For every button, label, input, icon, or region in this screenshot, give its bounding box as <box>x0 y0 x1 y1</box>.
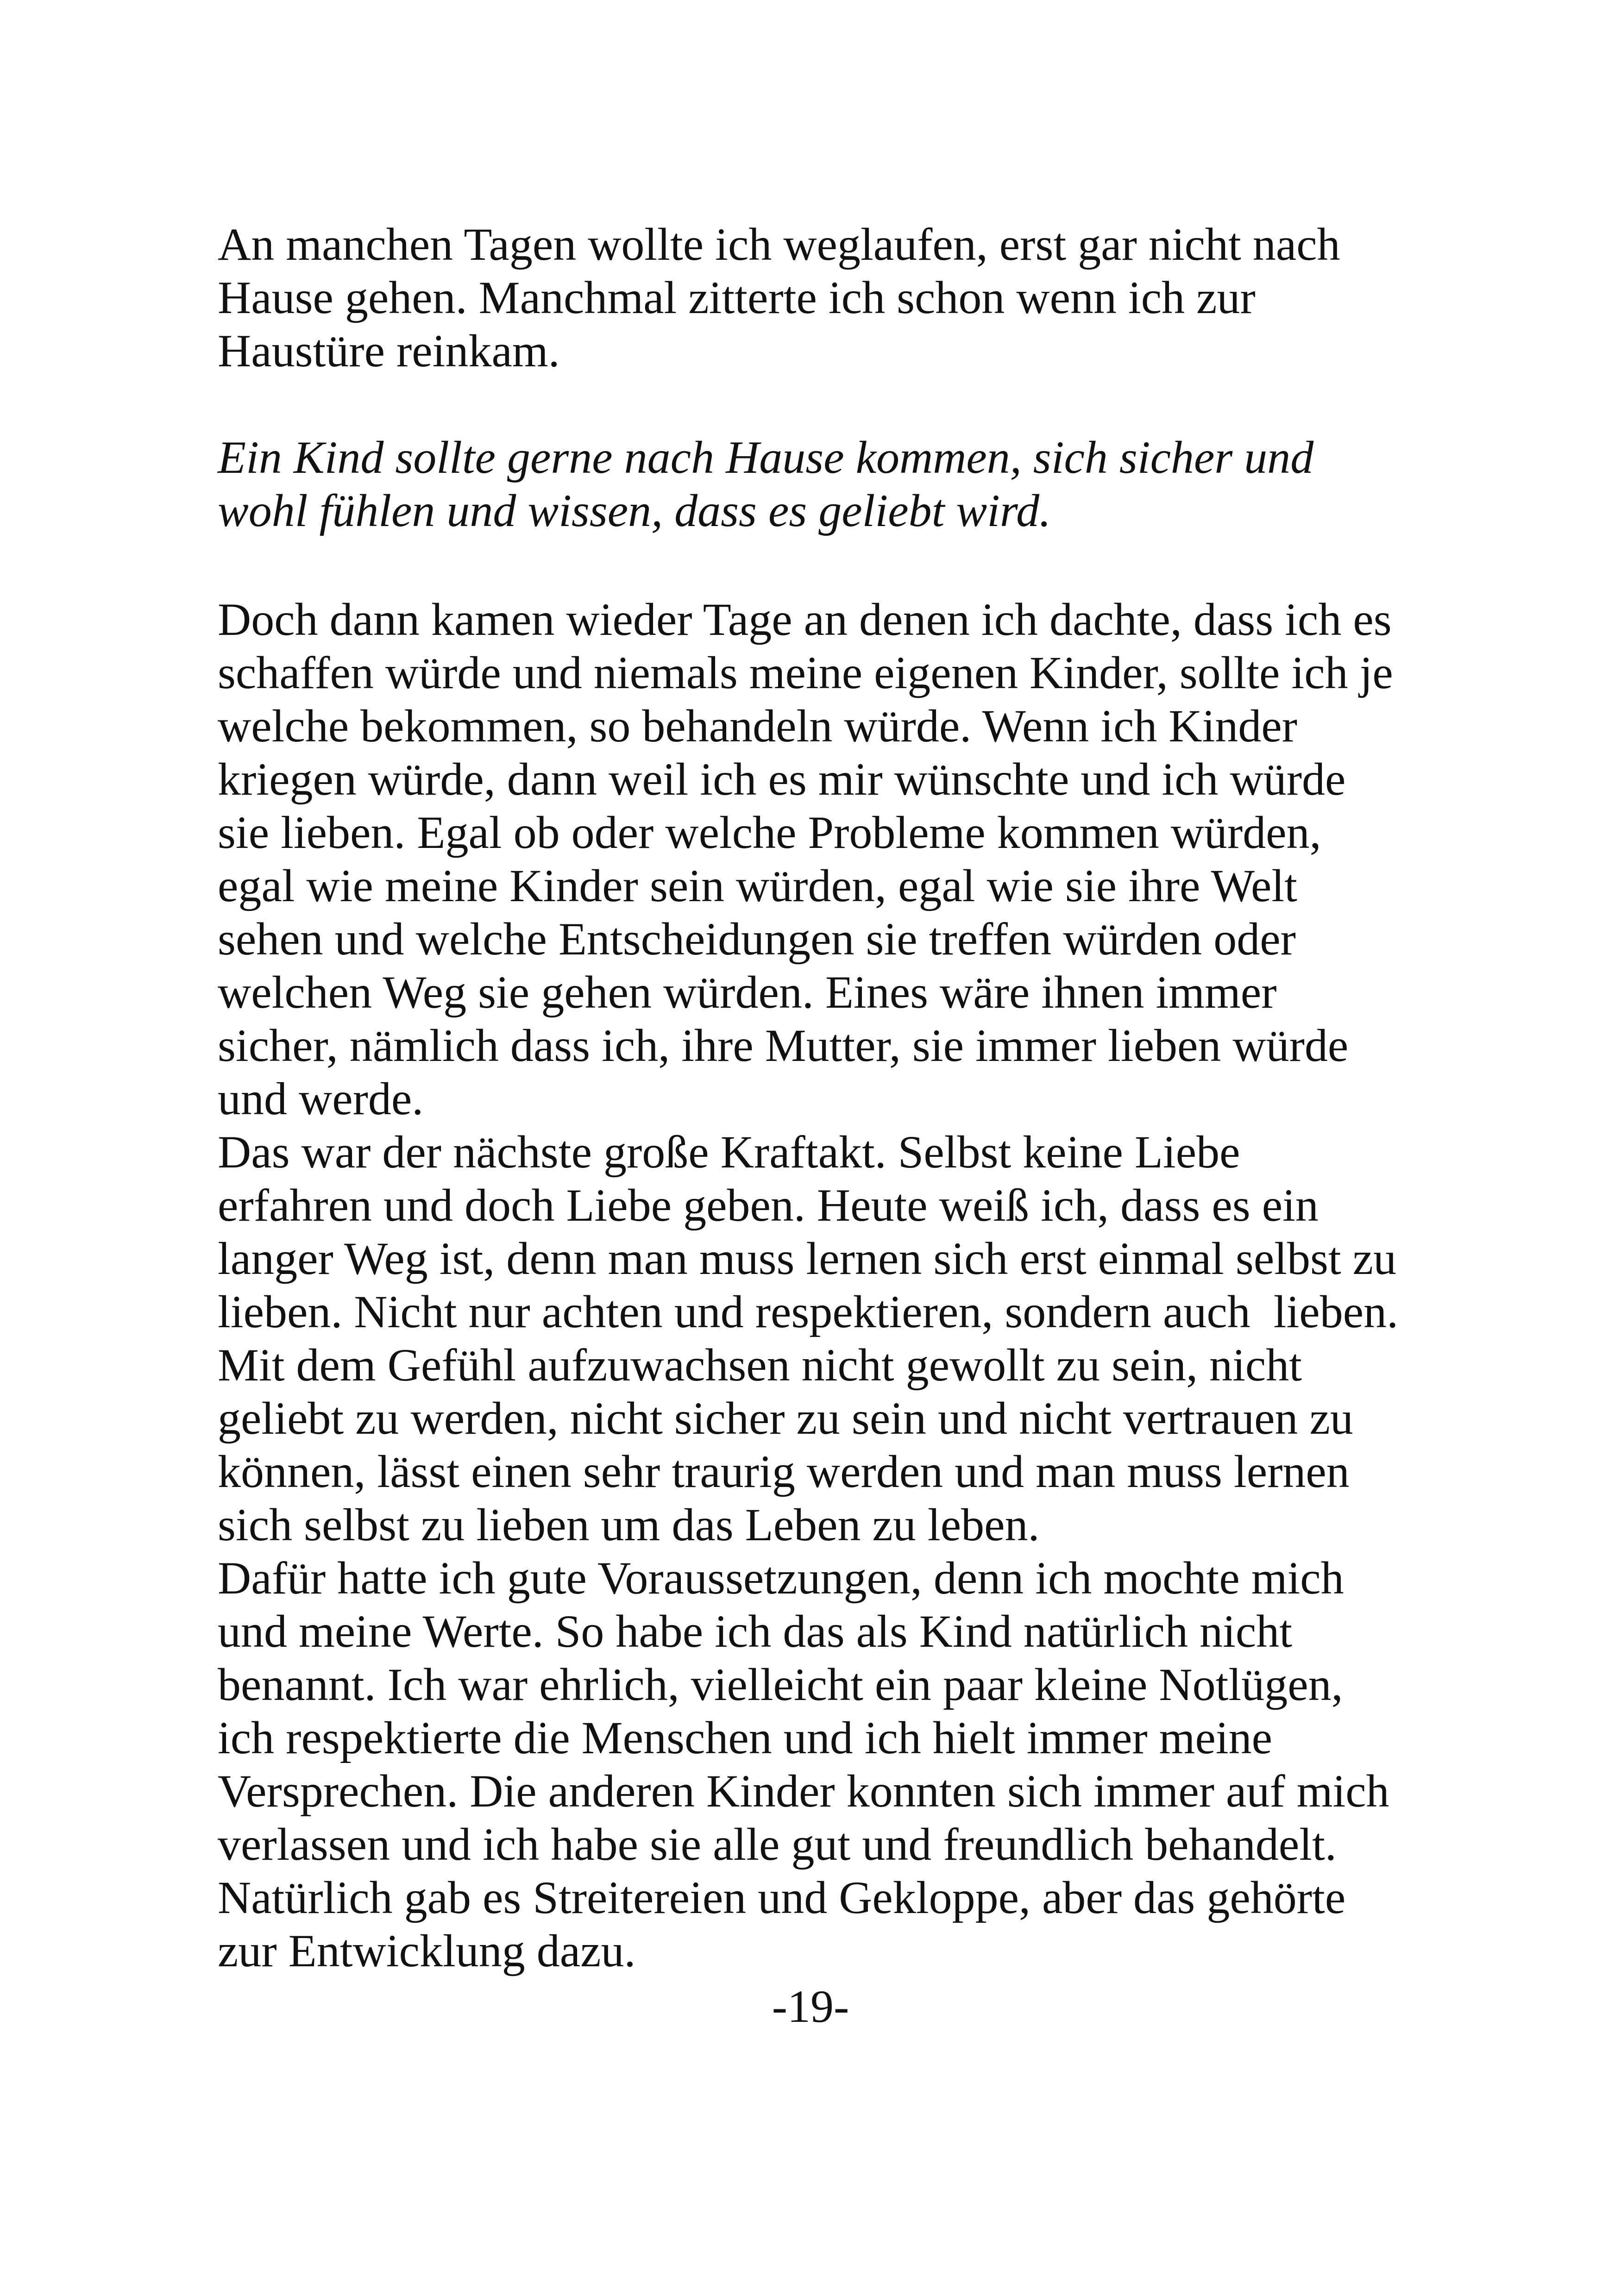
page-number: -19- <box>772 1981 849 2032</box>
text-line: Mit dem Gefühl aufzuwachsen nicht gewollt zu sein, nicht <box>218 1339 1302 1391</box>
text-line: und meine Werte. So habe ich das als Kind natürlich nicht <box>218 1606 1293 1657</box>
paragraph-3 <box>218 593 1445 1977</box>
text-line: sich selbst zu lieben um das Leben zu leben. <box>218 1499 1040 1550</box>
text-line: Das war der nächste große Kraftakt. Selbst keine Liebe <box>218 1126 1240 1178</box>
text-line: Doch dann kamen wieder Tage an denen ich dachte, dass ich es <box>218 594 1392 645</box>
text-line: benannt. Ich war ehrlich, vielleicht ein paar kleine Notlügen, <box>218 1659 1343 1710</box>
paragraph-2-italic <box>218 431 1445 537</box>
text-line: geliebt zu werden, nicht sicher zu sein und nicht vertrauen zu <box>218 1393 1353 1444</box>
text-line: Dafür hatte ich gute Voraussetzungen, denn ich mochte mich <box>218 1552 1344 1604</box>
text-line: schaffen würde und niemals meine eigenen Kinder, sollte ich je <box>218 647 1393 698</box>
text-line: wohl fühlen und wissen, dass es geliebt wird. <box>218 485 1051 536</box>
text-line: verlassen und ich habe sie alle gut und freundlich behandelt. <box>218 1819 1337 1870</box>
text-line: und werde. <box>218 1073 424 1124</box>
text-line: sie lieben. Egal ob oder welche Probleme kommen würden, <box>218 807 1321 858</box>
text-line: An manchen Tagen wollte ich weglaufen, erst gar nicht nach <box>218 219 1340 270</box>
text-line: erfahren und doch Liebe geben. Heute weiß ich, dass es ein <box>218 1179 1319 1231</box>
text-line: egal wie meine Kinder sein würden, egal wie sie ihre Welt <box>218 860 1297 911</box>
text-line: ich respektierte die Menschen und ich hielt immer meine <box>218 1712 1273 1763</box>
text-line: kriegen würde, dann weil ich es mir wünschte und ich würde <box>218 753 1346 805</box>
text-line: sehen und welche Entscheidungen sie treffen würden oder <box>218 913 1296 965</box>
text-line: lieben. Nicht nur achten und respektieren, sondern auch lieben. <box>218 1286 1399 1337</box>
paragraph-1 <box>218 218 1445 377</box>
text-line: langer Weg ist, denn man muss lernen sich erst einmal selbst zu <box>218 1233 1397 1284</box>
text-line: Haustüre reinkam. <box>218 325 560 376</box>
text-line: zur Entwicklung dazu. <box>218 1925 636 1976</box>
text-line: Versprechen. Die anderen Kinder konnten sich immer auf mich <box>218 1765 1389 1817</box>
text-line: Natürlich gab es Streitereien und Gekloppe, aber das gehörte <box>218 1872 1346 1923</box>
text-line: Ein Kind sollte gerne nach Hause kommen, sich sicher und <box>218 432 1314 483</box>
text-line: welche bekommen, so behandeln würde. Wenn ich Kinder <box>218 700 1298 752</box>
text-line: welchen Weg sie gehen würden. Eines wäre ihnen immer <box>218 966 1277 1018</box>
text-line: Hause gehen. Manchmal zitterte ich schon wenn ich zur <box>218 272 1256 323</box>
text-line: können, lässt einen sehr traurig werden und man muss lernen <box>218 1446 1350 1497</box>
text-line: sicher, nämlich dass ich, ihre Mutter, sie immer lieben würde <box>218 1020 1349 1071</box>
